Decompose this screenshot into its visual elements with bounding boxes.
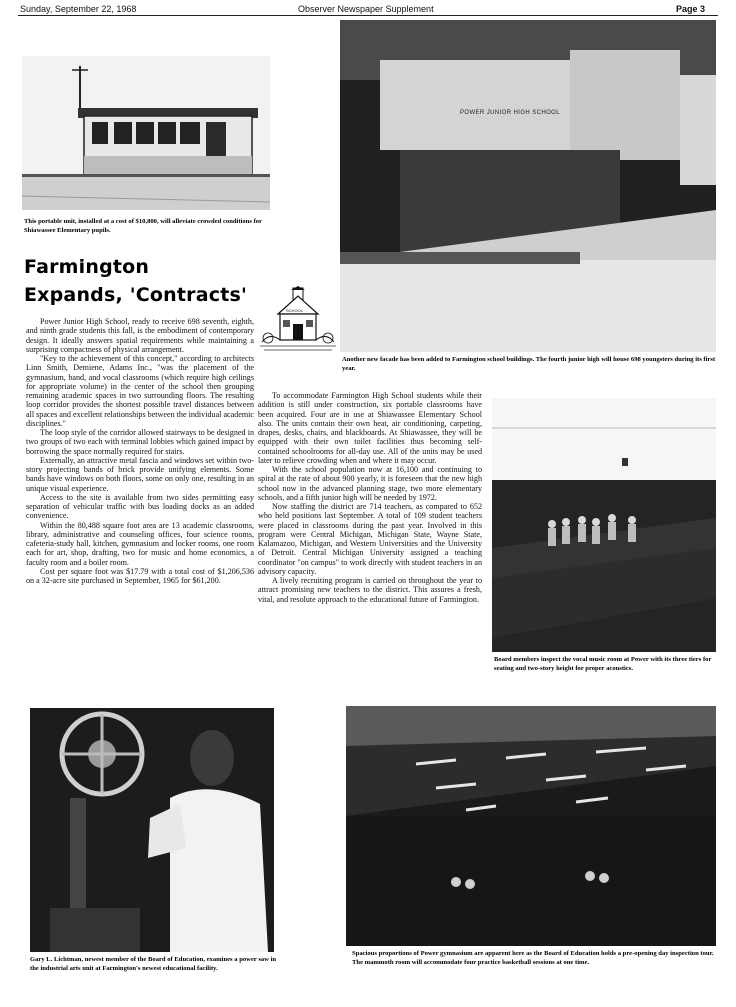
schoolhouse-sign: SCHOOL bbox=[286, 308, 303, 313]
gymnasium-caption: Spacious proportions of Power gymnasium are apparent here as the Board of Education holds a pre-opening day inspection tour. The mammoth room will accommodate four practice basketball sessions at one time. bbox=[352, 950, 714, 966]
article-paragraph: With the school population now at 16,100 and continuing to spiral at the rate of about 900 yearly, it is foreseen that the new high school now in the advanced planning stage, two more elementary schools, and a fifth junior high will be needed by 1972. bbox=[258, 465, 482, 502]
article-paragraph: A lively recruiting program is carried on throughout the year to attract promising new teachers to the district. This assures a fresh, vital, and resolute approach to the educational future of Farmington. bbox=[258, 576, 482, 604]
school-facade-photo bbox=[340, 20, 716, 352]
article-paragraph: Cost per square foot was $17.79 with a total cost of $1,206,536 on a 32-acre site purchased in September, 1965 for $61,200. bbox=[26, 566, 254, 585]
header-rule bbox=[18, 15, 718, 16]
portable-unit-caption: This portable unit, installed at a cost of $10,800, will alleviate crowded conditions for Shiawassee Elementary pupils. bbox=[24, 218, 262, 234]
article-paragraph: To accommodate Farmington High School students while their addition is still under construction, six portable classrooms have been acquired. Four are in use at Shiawassee Elementary School also. The units contain their own heat, air conditioning, carpeting, drapes, desks, chairs, and blackboards. At Shiawassee, they will be equipped with their own toilet facilities thus becoming self-contained schoolrooms for all-day use. All of the units may be used later to relieve crowding when and where it may occur. bbox=[258, 391, 482, 465]
power-saw-photo bbox=[30, 708, 274, 952]
article-headline-line-1: Farmington bbox=[24, 256, 150, 278]
article-headline-line-2: Expands, 'Contracts' bbox=[24, 284, 248, 306]
article-column-2 bbox=[258, 391, 482, 604]
gymnasium-photo bbox=[346, 706, 716, 946]
power-saw-caption: Gary L. Lichtman, newest member of the Board of Education, examines a power saw in the industrial arts unit at Farmington's newest educational facility. bbox=[30, 956, 277, 972]
article-paragraph: Access to the site is available from two sides permitting easy separation of vehicular traffic with bus loading docks as an added convenience. bbox=[26, 492, 254, 521]
school-sign: POWER JUNIOR HIGH SCHOOL bbox=[460, 110, 560, 116]
article-paragraph: Now staffing the district are 714 teachers, as compared to 652 who held positions last September. A total of 109 student teachers were placed in classrooms during the past year. Involved in this program were Central Michigan, Michigan State, Wayne State, Kalamazoo, Michigan, and Western Universities and the University of Detroit. Central Michigan University assigned a teaching coordinator "on campus" to work directly with student teachers in an advisory capacity. bbox=[258, 502, 482, 576]
article-paragraph: Power Junior High School, ready to receive 698 seventh, eighth, and ninth grade students this fall, is the embodiment of contemporary design. It ideally answers spatial requirements while maintaining a surprising compactness of physical arrangement. bbox=[26, 317, 254, 354]
article-paragraph: Within the 80,488 square foot area are 13 academic classrooms, library, administrative and counseling offices, four science rooms, cafeteria-study hall, kitchen, gymnasium and locker rooms, one room each for art, shop, drafting, two for music and home economics, a faculty room and a boiler room. bbox=[26, 520, 254, 567]
music-room-caption: Board members inspect the vocal music room at Power with its three tiers for seating and two-story height for proper acoustics. bbox=[494, 656, 712, 672]
article-paragraph: Externally, an attractive metal fascia and windows set within two-story projecting bands of brick provide unifying elements. Some bands have windows on both floors, some on only one, resulting in an unique visual experience. bbox=[26, 455, 254, 493]
portable-unit-photo bbox=[22, 56, 270, 210]
article-paragraph: The loop style of the corridor allowed stairways to be designed in two groups of two each with terminal lobbies which gained impact by borrowing the space normally required for stairs. bbox=[26, 428, 254, 456]
school-facade-caption: Another new facade has been added to Farmington school buildings. The fourth junior high will house 698 youngsters during its first year. bbox=[342, 356, 716, 372]
schoolhouse-illustration bbox=[258, 286, 338, 356]
publication-name: Observer Newspaper Supplement bbox=[298, 4, 434, 14]
page-number: Page 3 bbox=[676, 4, 706, 14]
music-room-photo bbox=[492, 398, 716, 652]
article-paragraph: "Key to the achievement of this concept," according to architects Linn Smith, Demiene, Adams Inc., "was the placement of the gymnasium, band, and vocal classrooms (which require high ceilings for appropriate volume) in the center of the school then grouping remaining academic spaces in two surrounding floors. The resulting loop corridor provides the shortest possible travel distances between all spaces and excellent relationships between the individual academic disciplines." bbox=[26, 354, 254, 428]
newspaper-date: Sunday, September 22, 1968 bbox=[20, 4, 137, 14]
article-column-1 bbox=[26, 317, 254, 585]
